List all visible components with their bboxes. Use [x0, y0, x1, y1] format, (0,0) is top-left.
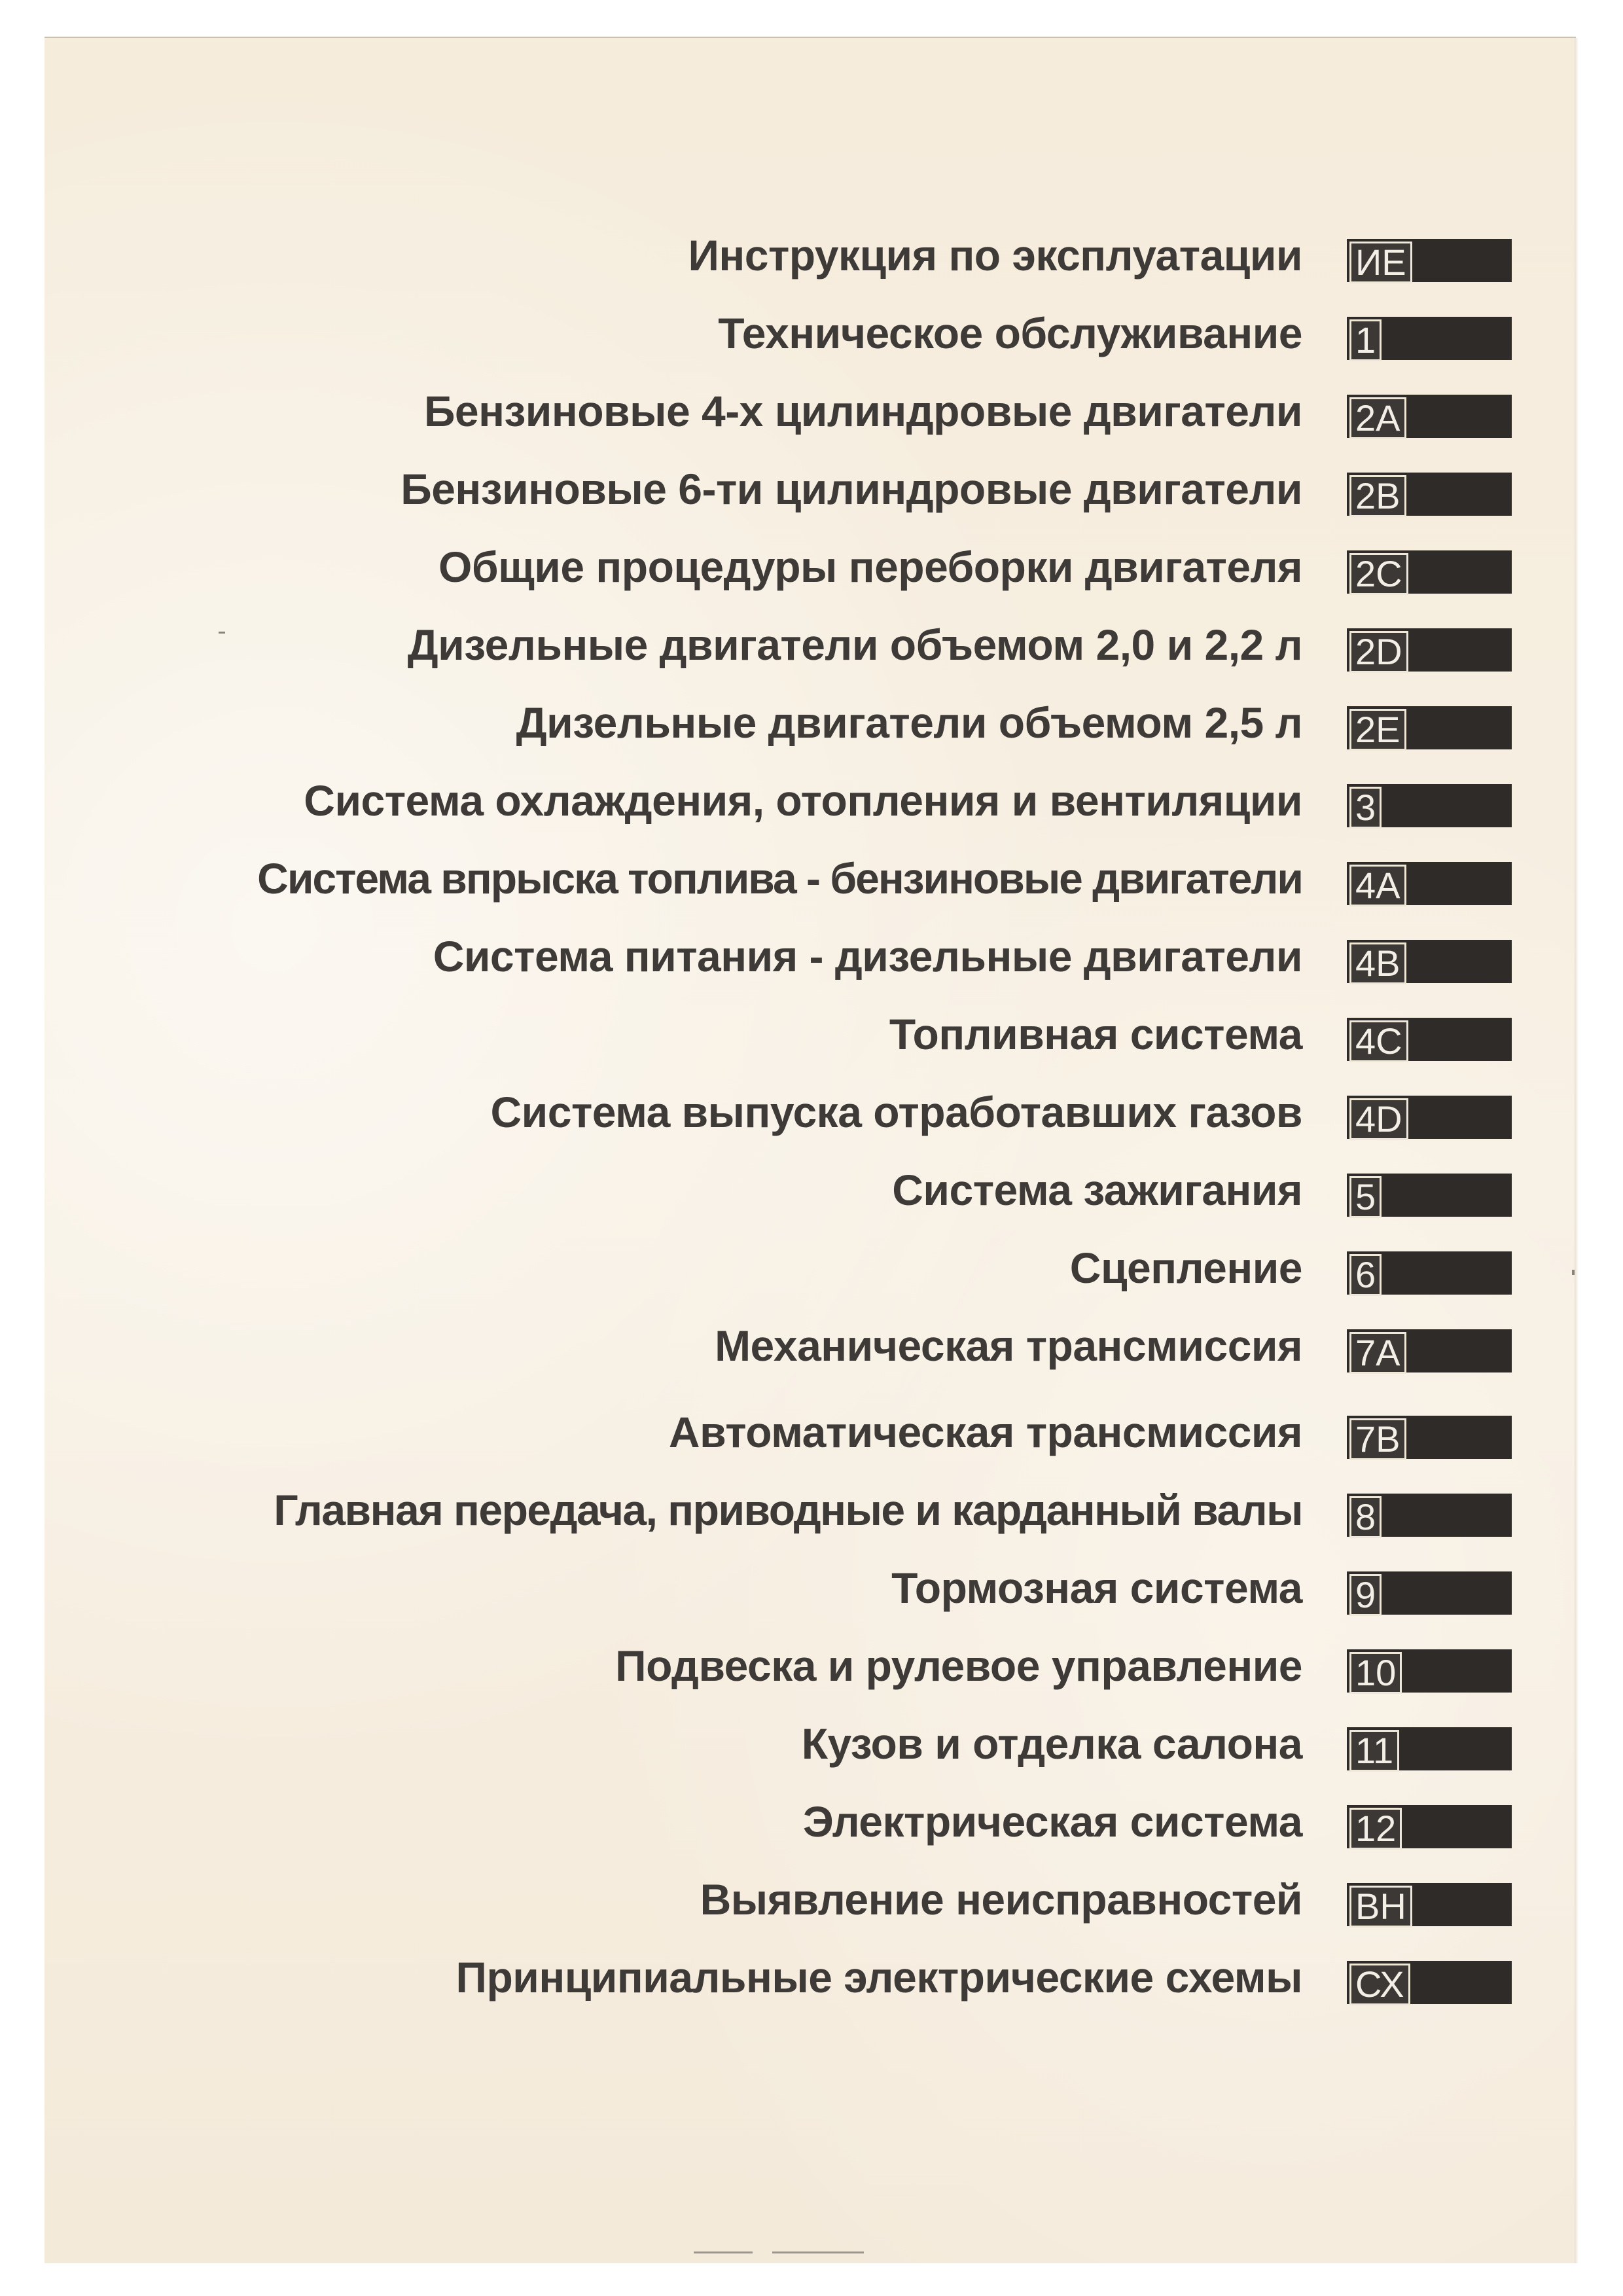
section-code: 3 — [1349, 787, 1382, 829]
toc-row[interactable] — [0, 1157, 1623, 1235]
toc-row[interactable] — [0, 1079, 1623, 1157]
section-code: 2A — [1349, 397, 1406, 439]
section-code: 12 — [1349, 1808, 1402, 1850]
toc-row[interactable] — [0, 456, 1623, 534]
toc-row[interactable] — [0, 1789, 1623, 1867]
toc-row[interactable] — [0, 612, 1623, 690]
section-code: 2C — [1349, 553, 1408, 595]
toc-row[interactable] — [0, 1001, 1623, 1079]
section-title: Принципиальные электрические схемы — [455, 1953, 1302, 2001]
section-title: Инструкция по эксплуатации — [688, 231, 1302, 279]
section-code: 2B — [1349, 475, 1406, 517]
section-title: Система охлаждения, отопления и вентиляции — [304, 776, 1302, 825]
section-title: Электрическая система — [802, 1797, 1302, 1846]
table-of-contents — [0, 223, 1623, 2022]
toc-row[interactable] — [0, 768, 1623, 846]
toc-row[interactable] — [0, 300, 1623, 378]
section-tab[interactable] — [1347, 1096, 1512, 1139]
section-code: 4B — [1349, 942, 1406, 984]
section-tab[interactable] — [1347, 239, 1512, 282]
section-tab[interactable] — [1347, 862, 1512, 905]
section-tab[interactable] — [1347, 317, 1512, 360]
section-title: Техническое обслуживание — [718, 309, 1302, 357]
toc-row[interactable] — [0, 1399, 1623, 1477]
section-title: Подвеска и рулевое управление — [615, 1641, 1302, 1690]
section-code: ВН — [1349, 1886, 1412, 1928]
section-code: 7B — [1349, 1418, 1406, 1460]
section-tab[interactable] — [1347, 1727, 1512, 1770]
section-tab[interactable] — [1347, 1251, 1512, 1295]
section-title: Система впрыска топлива - бензиновые двигатели — [257, 854, 1302, 903]
section-tab[interactable] — [1347, 1649, 1512, 1693]
section-title: Механическая трансмиссия — [715, 1321, 1302, 1370]
toc-row[interactable] — [0, 1555, 1623, 1633]
section-title: Бензиновые 4-х цилиндровые двигатели — [423, 387, 1302, 435]
section-title: Система зажигания — [892, 1166, 1302, 1214]
toc-row[interactable] — [0, 1945, 1623, 2022]
section-tab[interactable] — [1347, 1416, 1512, 1459]
section-code: 2D — [1349, 631, 1408, 673]
section-tab[interactable] — [1347, 473, 1512, 516]
section-tab[interactable] — [1347, 1174, 1512, 1217]
section-code: ИЕ — [1349, 242, 1412, 283]
section-title: Система выпуска отработавших газов — [490, 1088, 1302, 1136]
toc-row[interactable] — [0, 534, 1623, 612]
section-code: 10 — [1349, 1652, 1402, 1694]
section-tab[interactable] — [1347, 1883, 1512, 1926]
toc-row[interactable] — [0, 1633, 1623, 1711]
section-tab[interactable] — [1347, 1805, 1512, 1848]
section-title: Бензиновые 6-ти цилиндровые двигатели — [401, 465, 1302, 513]
section-tab[interactable] — [1347, 706, 1512, 749]
section-code: 4D — [1349, 1098, 1408, 1140]
toc-row[interactable] — [0, 378, 1623, 456]
section-code: 8 — [1349, 1496, 1382, 1538]
section-code: 4C — [1349, 1020, 1408, 1062]
section-tab[interactable] — [1347, 550, 1512, 594]
scan-speck — [772, 2251, 864, 2253]
section-tab[interactable] — [1347, 1961, 1512, 2004]
section-title: Общие процедуры переборки двигателя — [438, 543, 1302, 591]
section-title: Главная передача, приводные и карданный валы — [274, 1486, 1302, 1534]
section-title: Кузов и отделка салона — [801, 1719, 1302, 1768]
toc-row[interactable] — [0, 1867, 1623, 1945]
toc-row[interactable] — [0, 223, 1623, 300]
section-title: Сцепление — [1069, 1244, 1302, 1292]
section-code: 2E — [1349, 709, 1406, 751]
section-title: Тормозная система — [891, 1564, 1302, 1612]
section-tab[interactable] — [1347, 1494, 1512, 1537]
section-title: Дизельные двигатели объемом 2,0 и 2,2 л — [407, 620, 1302, 669]
section-tab[interactable] — [1347, 1571, 1512, 1615]
section-tab[interactable] — [1347, 1329, 1512, 1372]
scan-speck — [694, 2251, 753, 2253]
toc-row[interactable] — [0, 1313, 1623, 1399]
section-tab[interactable] — [1347, 1018, 1512, 1061]
toc-row[interactable] — [0, 924, 1623, 1001]
section-code: 4A — [1349, 865, 1406, 906]
section-tab[interactable] — [1347, 784, 1512, 827]
section-title: Автоматическая трансмиссия — [668, 1408, 1302, 1456]
section-title: Выявление неисправностей — [700, 1875, 1302, 1924]
section-tab[interactable] — [1347, 940, 1512, 983]
section-code: 1 — [1349, 319, 1382, 361]
toc-row[interactable] — [0, 690, 1623, 768]
toc-row[interactable] — [0, 1235, 1623, 1313]
section-code: 9 — [1349, 1574, 1382, 1616]
toc-row[interactable] — [0, 846, 1623, 924]
section-tab[interactable] — [1347, 628, 1512, 672]
section-code: 5 — [1349, 1176, 1382, 1218]
section-code: СХ — [1349, 1964, 1410, 2005]
toc-row[interactable] — [0, 1711, 1623, 1789]
section-tab[interactable] — [1347, 395, 1512, 438]
section-code: 7A — [1349, 1332, 1406, 1374]
section-title: Топливная система — [889, 1010, 1302, 1058]
section-code: 11 — [1349, 1730, 1399, 1772]
toc-row[interactable] — [0, 1477, 1623, 1555]
section-title: Дизельные двигатели объемом 2,5 л — [516, 698, 1302, 747]
section-title: Система питания - дизельные двигатели — [433, 932, 1302, 980]
section-code: 6 — [1349, 1254, 1382, 1296]
